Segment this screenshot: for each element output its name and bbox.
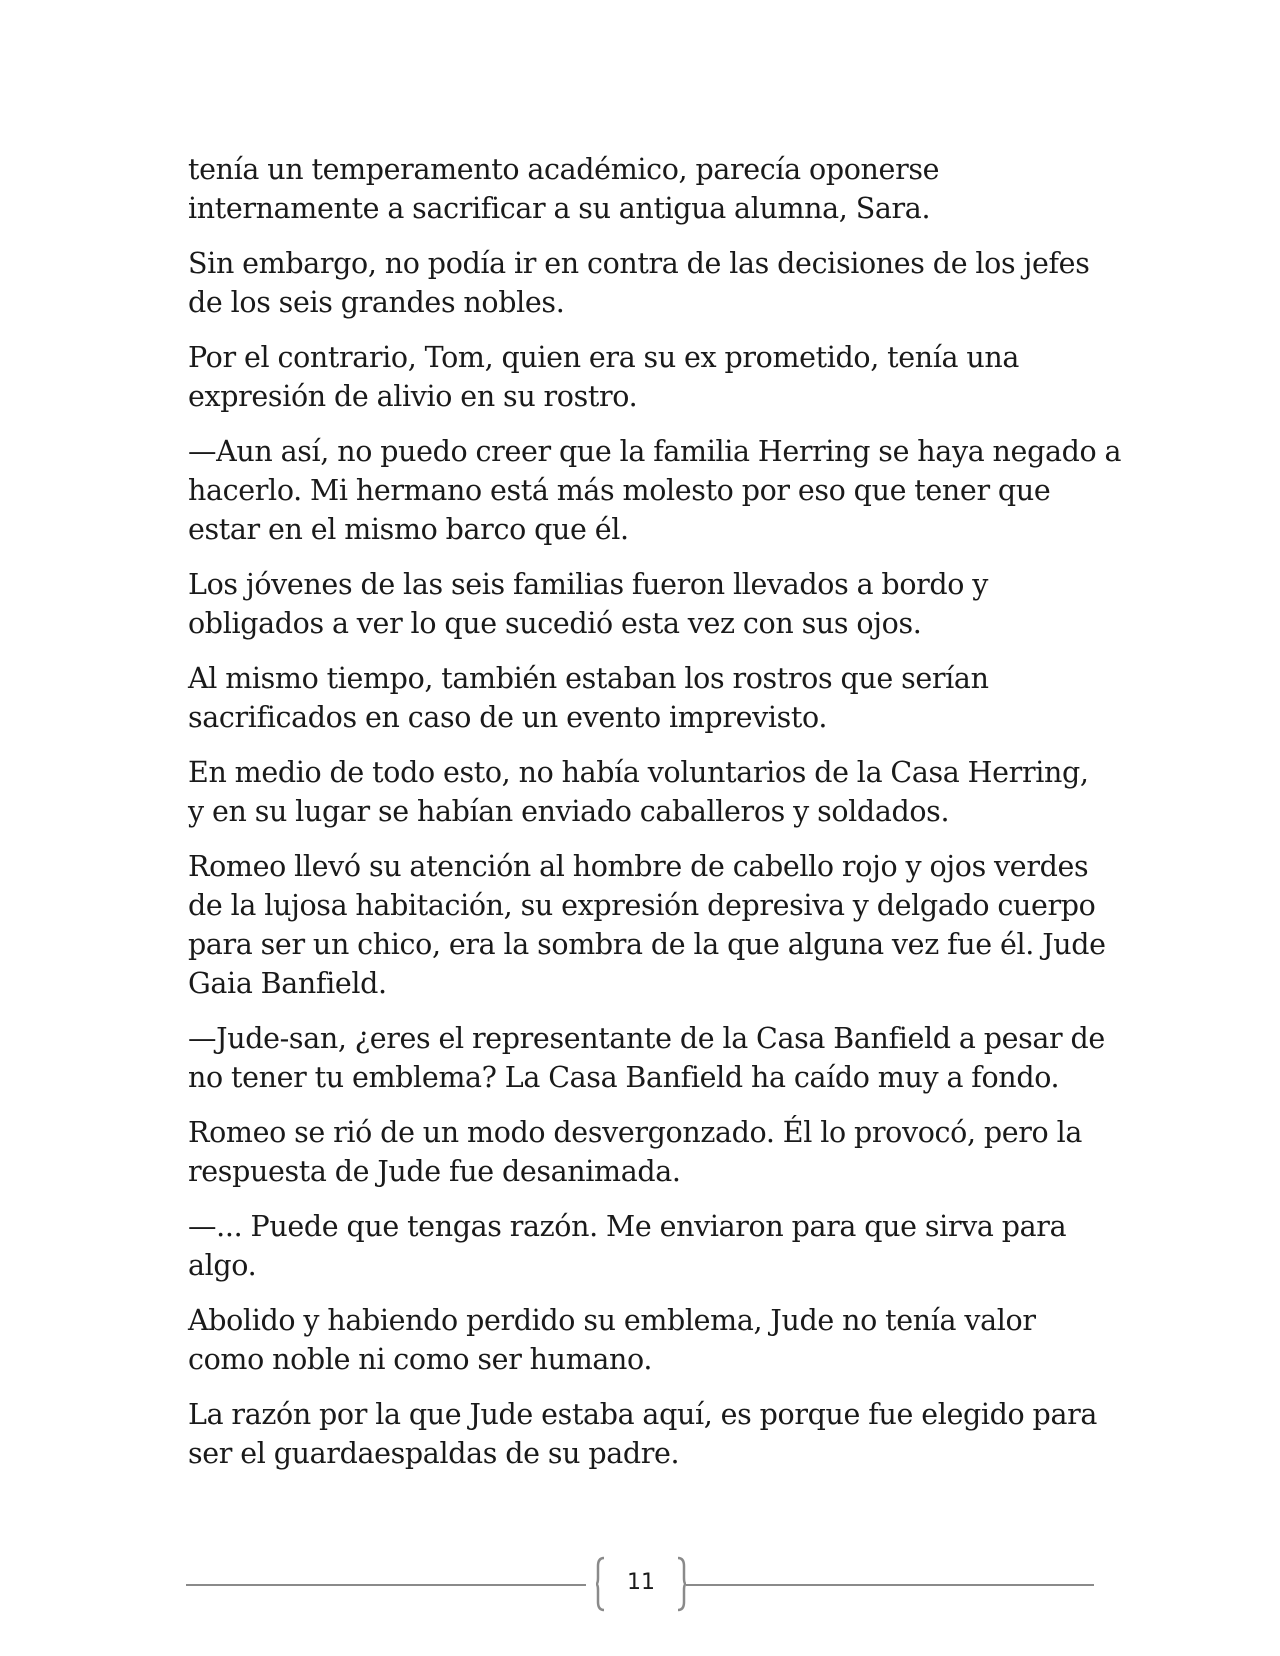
- paragraph: [188, 1301, 1108, 1379]
- paragraph: [188, 1113, 1108, 1191]
- paragraph: [188, 338, 1108, 416]
- paragraph: [188, 150, 1108, 228]
- text-line: Al mismo tiempo, también estaban los rostros que serían: [188, 662, 989, 695]
- paragraph: [188, 432, 1122, 549]
- text-line: Sin embargo, no podía ir en contra de las decisiones de los jefes: [188, 247, 1090, 280]
- text-line: para ser un chico, era la sombra de la que alguna vez fue él. Jude: [188, 928, 1106, 961]
- text-line: Gaia Banfield.: [188, 967, 387, 1000]
- text-line: Abolido y habiendo perdido su emblema, Jude no tenía valor: [188, 1304, 1036, 1337]
- text-line: respuesta de Jude fue desanimada.: [188, 1155, 681, 1188]
- footer-rule-right: [686, 1584, 1094, 1586]
- text-line: Romeo llevó su atención al hombre de cabello rojo y ojos verdes: [188, 850, 1089, 883]
- body-text: [188, 150, 1122, 1489]
- text-line: como noble ni como ser humano.: [188, 1343, 653, 1376]
- right-brace-icon: [676, 1556, 686, 1612]
- text-line: tenía un temperamento académico, parecía oponerse: [188, 153, 940, 186]
- text-line: expresión de alivio en su rostro.: [188, 380, 638, 413]
- paragraph: [188, 847, 1108, 1003]
- text-line: obligados a ver lo que sucedió esta vez con sus ojos.: [188, 607, 922, 640]
- paragraph: [188, 1207, 1108, 1285]
- paragraph: [188, 753, 1108, 831]
- paragraph: [188, 659, 1108, 737]
- text-line: y en su lugar se habían enviado caballeros y soldados.: [188, 795, 950, 828]
- footer-rule-left: [186, 1584, 586, 1586]
- text-line: no tener tu emblema? La Casa Banfield ha caído muy a fondo.: [188, 1061, 1060, 1094]
- text-line: —Aun así, no puedo creer que la familia Herring se haya negado a: [188, 435, 1122, 468]
- text-line: —... Puede que tengas razón. Me enviaron para que sirva para: [188, 1210, 1067, 1243]
- text-line: En medio de todo esto, no había voluntarios de la Casa Herring,: [188, 756, 1089, 789]
- text-line: ser el guardaespaldas de su padre.: [188, 1437, 680, 1470]
- paragraph: [188, 565, 1108, 643]
- paragraph: [188, 1395, 1108, 1473]
- text-line: hacerlo. Mi hermano está más molesto por eso que tener que: [188, 474, 1051, 507]
- page-number: 11: [627, 1570, 655, 1595]
- text-line: Los jóvenes de las seis familias fueron llevados a bordo y: [188, 568, 989, 601]
- text-line: La razón por la que Jude estaba aquí, es porque fue elegido para: [188, 1398, 1098, 1431]
- text-line: Por el contrario, Tom, quien era su ex prometido, tenía una: [188, 341, 1020, 374]
- text-line: algo.: [188, 1249, 257, 1282]
- text-line: sacrificados en caso de un evento imprevisto.: [188, 701, 828, 734]
- text-line: Romeo se rió de un modo desvergonzado. Él lo provocó, pero la: [188, 1116, 1082, 1149]
- text-line: internamente a sacrificar a su antigua alumna, Sara.: [188, 192, 931, 225]
- text-line: —Jude-san, ¿eres el representante de la Casa Banfield a pesar de: [188, 1022, 1105, 1055]
- paragraph: [188, 244, 1108, 322]
- text-line: de los seis grandes nobles.: [188, 286, 565, 319]
- left-brace-icon: [596, 1556, 606, 1612]
- text-line: estar en el mismo barco que él.: [188, 513, 629, 546]
- text-line: de la lujosa habitación, su expresión depresiva y delgado cuerpo: [188, 889, 1096, 922]
- paragraph: [188, 1019, 1108, 1097]
